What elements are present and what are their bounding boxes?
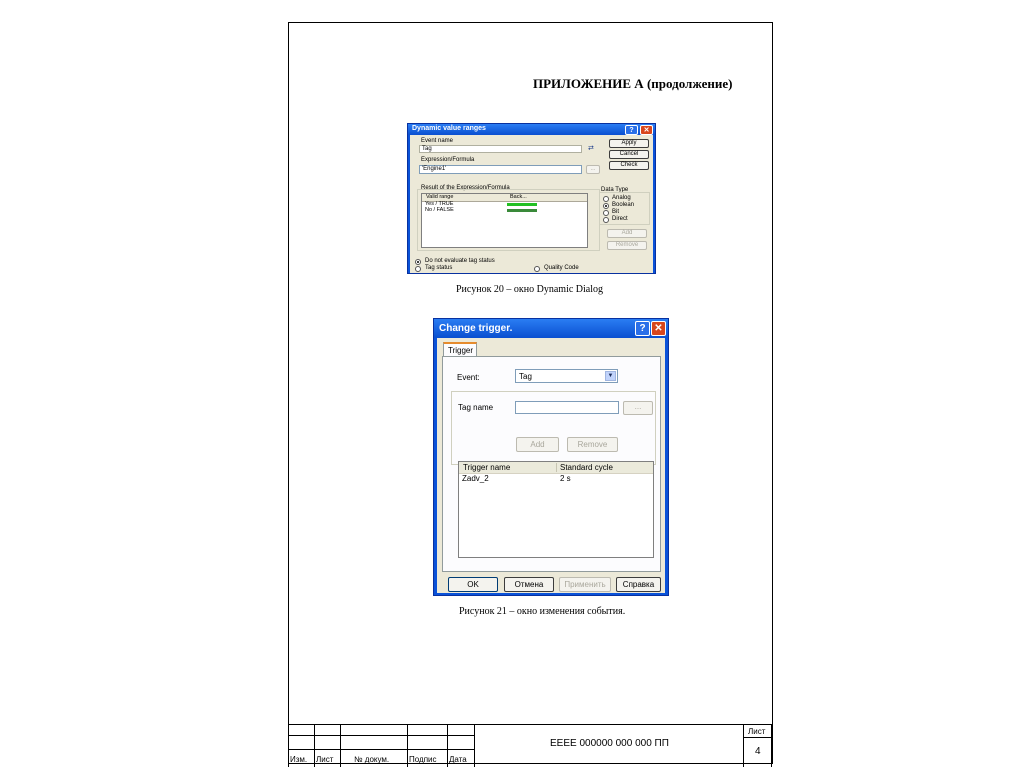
stamp-date: Дата [449, 755, 467, 764]
help-button[interactable]: Справка [616, 577, 661, 592]
cancel-button[interactable]: Отмена [504, 577, 554, 592]
event-select[interactable]: Tag ▼ [515, 369, 618, 383]
remove-range-button[interactable]: Remove [607, 241, 647, 250]
title-bar [408, 124, 655, 135]
trigger-list-header [459, 462, 653, 474]
tag-browse-icon[interactable]: ⇄ [588, 145, 594, 152]
stamp-list: Лист [316, 755, 334, 764]
cancel-button[interactable]: Cancel [609, 150, 649, 159]
no-evaluate-radio[interactable] [415, 259, 421, 265]
range-color-true [507, 203, 537, 206]
close-icon[interactable]: ✕ [640, 125, 653, 135]
col-standard-cycle: Standard cycle [560, 463, 613, 472]
trigger-name-cell: Zadv_2 [462, 474, 489, 483]
close-icon[interactable]: ✕ [651, 321, 666, 336]
tag-name-label: Tag name [458, 403, 494, 412]
tag-status-label: Tag status [425, 265, 453, 271]
window-title: Change trigger. [439, 323, 513, 334]
chevron-down-icon[interactable]: ▼ [605, 371, 616, 381]
ranges-list[interactable] [421, 193, 588, 248]
document-code: ЕЕЕЕ 000000 000 000 ПП [550, 738, 669, 749]
data-type-bit: Bit [612, 209, 620, 215]
check-button[interactable]: Check [609, 161, 649, 170]
sheet-label: Лист [748, 727, 766, 736]
data-type-boolean-radio[interactable] [603, 203, 609, 209]
expression-label: Expression/Formula [421, 157, 475, 163]
tag-status-radio[interactable] [415, 266, 421, 272]
window-title: Dynamic value ranges [412, 125, 486, 132]
expression-field[interactable]: 'Engine1' [419, 165, 582, 174]
event-name-label: Event name [421, 138, 454, 144]
ok-button[interactable]: OK [448, 577, 498, 592]
range-color-false [507, 209, 537, 212]
figure-21-caption: Рисунок 21 – окно изменения события. [459, 606, 626, 617]
add-range-button[interactable]: Add [607, 229, 647, 238]
data-type-bit-radio[interactable] [603, 210, 609, 216]
event-label: Event: [457, 373, 480, 382]
quality-code-radio[interactable] [534, 266, 540, 272]
data-type-boolean: Boolean [612, 202, 635, 208]
quality-code-label: Quality Code [544, 265, 579, 271]
data-type-analog: Analog [612, 195, 631, 201]
trigger-list[interactable] [458, 461, 654, 558]
table-row[interactable] [459, 474, 653, 485]
remove-button[interactable]: Remove [567, 437, 618, 452]
stamp-sign: Подпис [409, 755, 437, 764]
col-trigger-name: Trigger name [463, 463, 511, 472]
no-evaluate-label: Do not evaluate tag status [425, 258, 495, 264]
event-name-field[interactable]: Tag [419, 145, 582, 153]
stamp-doc-no: № докум. [354, 755, 390, 764]
help-icon[interactable]: ? [635, 321, 650, 336]
expression-browse-button[interactable]: ... [586, 165, 600, 174]
dialog-client [437, 338, 665, 593]
tag-name-input[interactable] [515, 401, 619, 414]
title-bar [434, 319, 668, 338]
tab-trigger[interactable]: Trigger [443, 342, 477, 357]
trigger-cycle-cell: 2 s [560, 474, 571, 483]
data-type-label: Data Type [601, 187, 629, 193]
dialog-client [410, 135, 653, 273]
appendix-heading: ПРИЛОЖЕНИЕ А (продолжение) [533, 76, 733, 91]
dynamic-value-ranges-window [407, 123, 656, 274]
add-button[interactable]: Add [516, 437, 559, 452]
sheet-number: 4 [755, 746, 761, 757]
range-row-false[interactable]: No / FALSE [425, 207, 454, 213]
col-back: Back... [510, 194, 527, 200]
tab-panel [442, 356, 661, 572]
data-type-direct-radio[interactable] [603, 217, 609, 223]
apply-button[interactable]: Применить [559, 577, 611, 592]
help-icon[interactable]: ? [625, 125, 638, 135]
title-block [288, 724, 772, 767]
change-trigger-window [433, 318, 669, 596]
apply-button[interactable]: Apply [609, 139, 649, 148]
data-type-direct: Direct [612, 216, 628, 222]
tag-browse-button[interactable]: ... [623, 401, 653, 415]
col-valid-range: Valid range [426, 194, 454, 200]
figure-20-caption: Рисунок 20 – окно Dynamic Dialog [456, 284, 604, 295]
result-label: Result of the Expression/Formula [421, 185, 510, 191]
data-type-analog-radio[interactable] [603, 196, 609, 202]
stamp-izm: Изм. [290, 755, 308, 764]
range-row-true[interactable]: Yes / TRUE [425, 201, 454, 207]
